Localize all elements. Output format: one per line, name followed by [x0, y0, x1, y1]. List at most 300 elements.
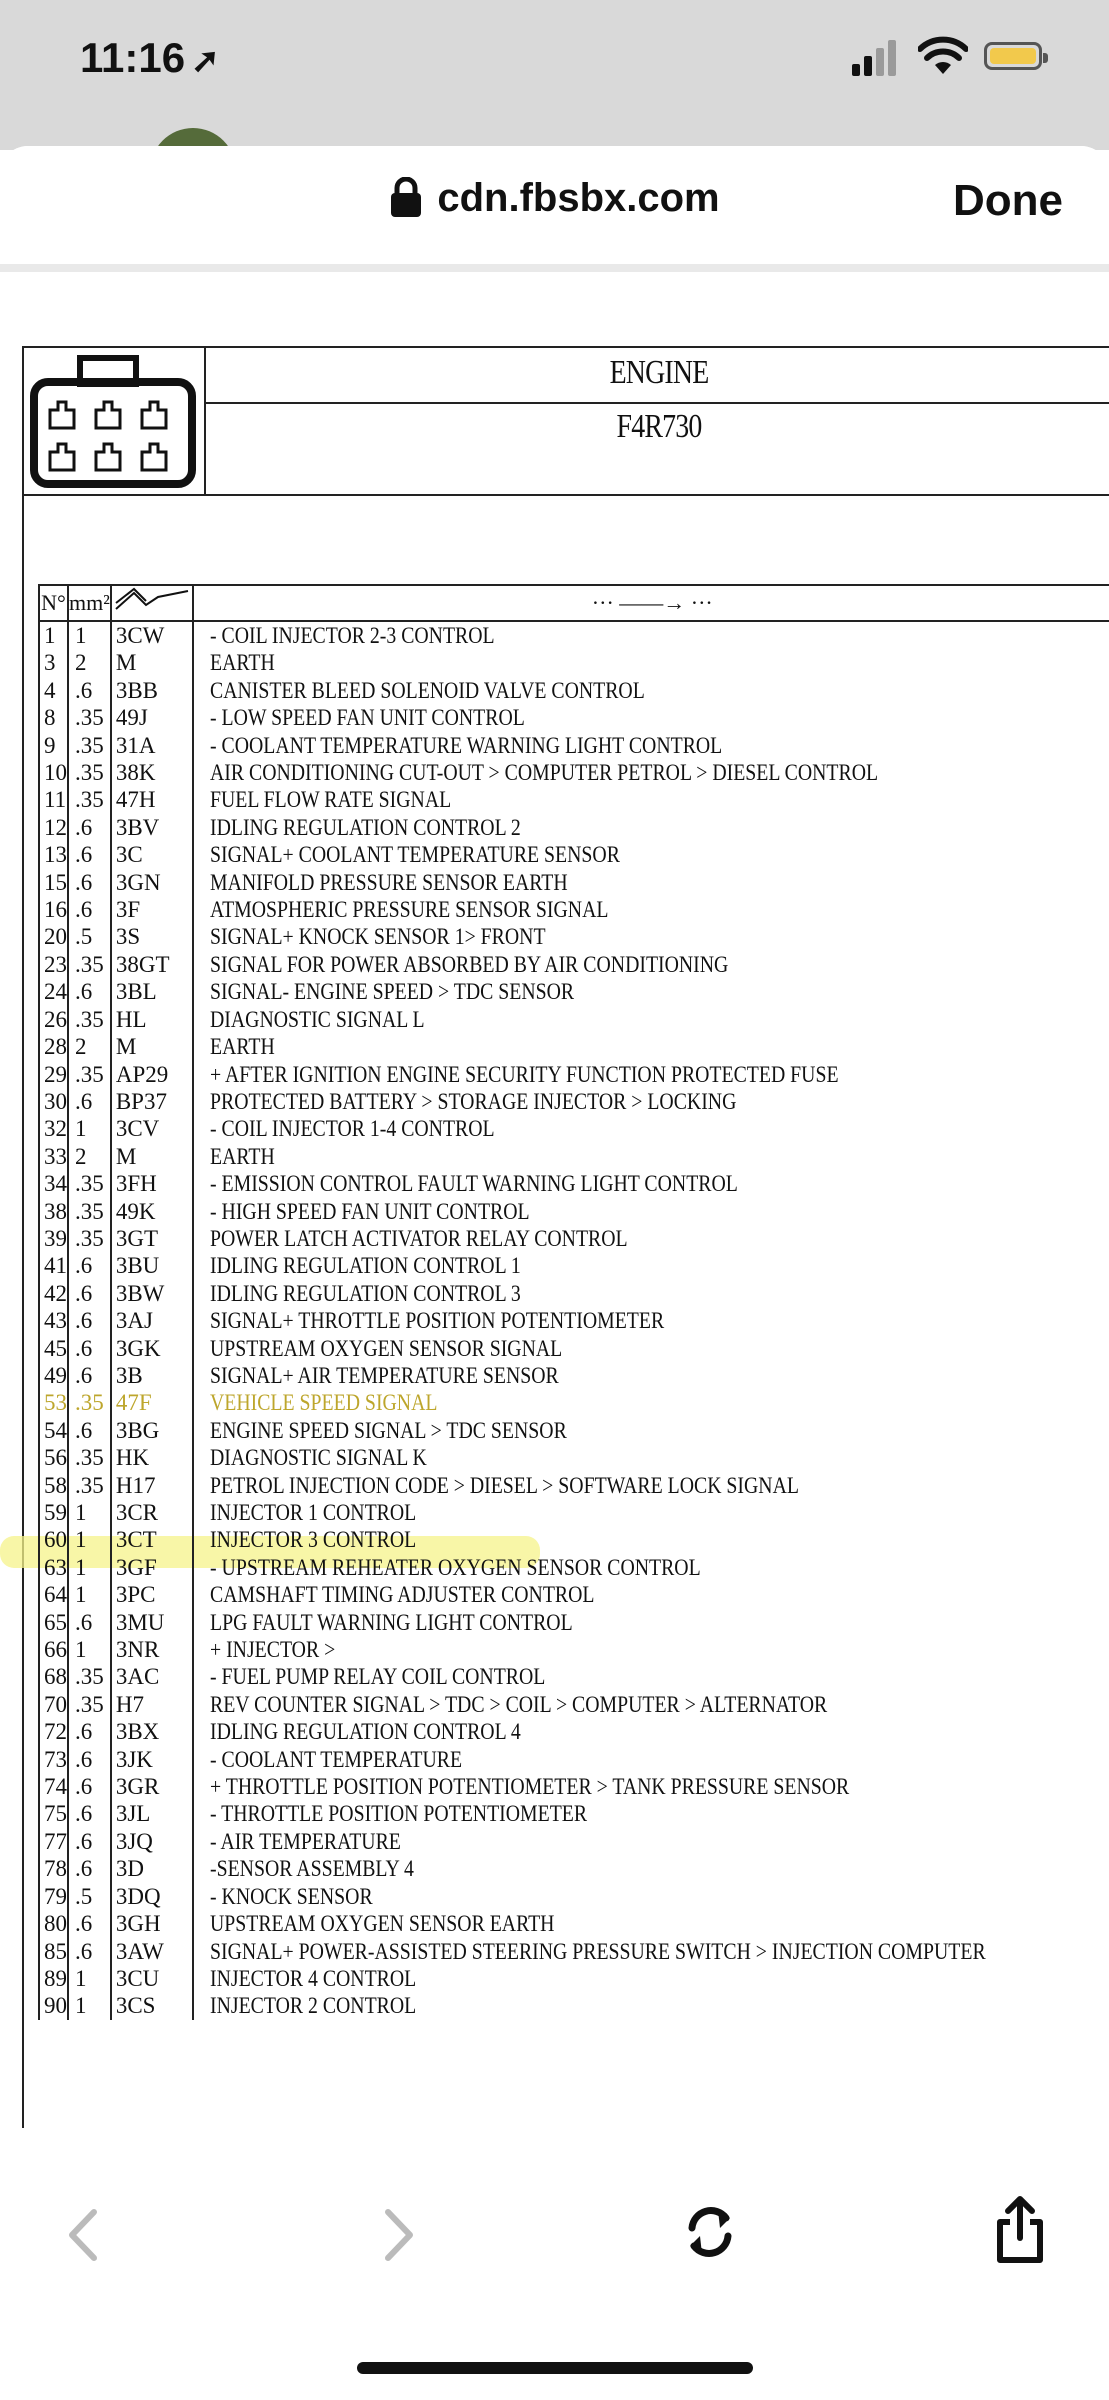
divider — [22, 494, 1109, 496]
wire-code — [111, 1965, 193, 1992]
wire-section — [68, 1472, 111, 1499]
wire-section — [68, 1389, 111, 1416]
wire-section-text: .6 — [75, 1801, 93, 1827]
wire-section-text: 1 — [75, 1554, 87, 1580]
wire-code-text: HK — [115, 1445, 150, 1471]
pin-description-text: SIGNAL+ AIR TEMPERATURE SENSOR — [209, 1362, 559, 1388]
pin-number-text: 33 — [44, 1143, 67, 1169]
pin-description-text: IDLING REGULATION CONTROL 2 — [209, 814, 521, 840]
wire-code-text: M — [115, 1143, 137, 1169]
pin-description — [193, 1691, 1109, 1718]
pin-description-text: - UPSTREAM REHEATER OXYGEN SENSOR CONTROL — [209, 1554, 701, 1580]
wire-section — [68, 732, 111, 759]
pin-description-text: PETROL INJECTION CODE > DIESEL > SOFTWARE LOCK SIGNAL — [209, 1472, 799, 1498]
pin-description — [193, 1417, 1109, 1444]
pin-number-text: 73 — [44, 1746, 67, 1772]
wire-section — [68, 1088, 111, 1115]
wire-section — [68, 621, 111, 649]
pin-number-text: 65 — [44, 1609, 67, 1635]
wire-code — [111, 1691, 193, 1718]
done-button[interactable]: Done — [953, 176, 1063, 225]
document-viewer[interactable] — [0, 272, 1109, 2132]
table-row — [39, 1006, 1109, 1033]
wire-code-text: 3BL — [115, 979, 157, 1005]
table-row — [39, 841, 1109, 868]
pin-description-text: INJECTOR 3 CONTROL — [209, 1527, 417, 1553]
url-text: cdn.fbsbx.com — [437, 176, 720, 220]
wire-code — [111, 1636, 193, 1663]
pin-number — [39, 1773, 68, 1800]
wire-code — [111, 1170, 193, 1197]
pin-number — [39, 1006, 68, 1033]
pin-description-text: - LOW SPEED FAN UNIT CONTROL — [209, 705, 525, 731]
wifi-icon — [918, 36, 968, 76]
pin-description — [193, 649, 1109, 676]
pin-number — [39, 1417, 68, 1444]
pin-description — [193, 923, 1109, 950]
battery-level — [990, 48, 1036, 64]
pin-number-text: 12 — [44, 814, 67, 840]
wire-section — [68, 1417, 111, 1444]
pin-description — [193, 978, 1109, 1005]
wire-section-text: .35 — [75, 787, 104, 813]
wire-section — [68, 814, 111, 841]
wire-code — [111, 1663, 193, 1690]
pin-description-text: INJECTOR 4 CONTROL — [209, 1965, 417, 1991]
wire-code — [111, 1828, 193, 1855]
pin-number — [39, 649, 68, 676]
pin-number-text: 43 — [44, 1308, 67, 1334]
table-row — [39, 759, 1109, 786]
pin-description-text: LPG FAULT WARNING LIGHT CONTROL — [209, 1609, 573, 1635]
browser-nav-bar — [0, 146, 1109, 272]
wire-code-text: 3GH — [115, 1911, 161, 1937]
pin-number-text: 32 — [44, 1116, 67, 1142]
wire-section-text: 2 — [75, 1034, 87, 1060]
table-row — [39, 814, 1109, 841]
document-title: ENGINE — [609, 354, 709, 391]
pin-number-text: 28 — [44, 1034, 67, 1060]
wire-code-text: 3AJ — [115, 1308, 153, 1334]
pin-description — [193, 1444, 1109, 1471]
table-row — [39, 923, 1109, 950]
pin-number — [39, 1746, 68, 1773]
pin-number-text: 74 — [44, 1774, 67, 1800]
pin-number — [39, 1362, 68, 1389]
pin-number-text: 72 — [44, 1719, 67, 1745]
pin-description-text: DIAGNOSTIC SIGNAL L — [209, 1006, 425, 1032]
pin-description — [193, 1773, 1109, 1800]
table-header — [39, 585, 1109, 621]
pin-description — [193, 1198, 1109, 1225]
pin-number-text: 10 — [44, 760, 67, 786]
wire-code — [111, 1198, 193, 1225]
wire-section — [68, 1307, 111, 1334]
table-row — [39, 951, 1109, 978]
table-row — [39, 1033, 1109, 1060]
wire-section — [68, 1225, 111, 1252]
pin-description-text: VEHICLE SPEED SIGNAL — [209, 1390, 438, 1416]
wire-code-text: 3CW — [115, 623, 165, 648]
pin-description-text: - FUEL PUMP RELAY COIL CONTROL — [209, 1664, 546, 1690]
wire-code — [111, 923, 193, 950]
pin-description-text: EARTH — [209, 1034, 275, 1060]
table-row — [39, 978, 1109, 1005]
browser-toolbar — [0, 2168, 1109, 2318]
wire-section-text: .6 — [75, 677, 93, 703]
reload-icon[interactable] — [680, 2202, 740, 2262]
wire-code — [111, 1389, 193, 1416]
table-row — [39, 1444, 1109, 1471]
header-section: mm² — [68, 585, 111, 621]
share-icon[interactable] — [992, 2194, 1048, 2264]
wire-section — [68, 1252, 111, 1279]
wire-section-text: .5 — [75, 1883, 93, 1909]
pin-number-text: 41 — [44, 1253, 67, 1279]
wire-code-text: AP29 — [115, 1061, 169, 1087]
wire-code — [111, 814, 193, 841]
wire-code — [111, 978, 193, 1005]
wire-section-text: 1 — [75, 1637, 87, 1663]
pin-number — [39, 786, 68, 813]
pin-description-text: INJECTOR 2 CONTROL — [209, 1993, 417, 2019]
table-row — [39, 1307, 1109, 1334]
table-row — [39, 1718, 1109, 1745]
wire-code — [111, 1115, 193, 1142]
home-indicator[interactable] — [357, 2362, 753, 2374]
pin-description-text: REV COUNTER SIGNAL > TDC > COIL > COMPUTER > ALTERNATOR — [209, 1691, 828, 1717]
table-row — [39, 1609, 1109, 1636]
wire-code — [111, 1746, 193, 1773]
wire-code — [111, 621, 193, 649]
pin-description-text: - EMISSION CONTROL FAULT WARNING LIGHT CONTROL — [209, 1171, 738, 1197]
wire-code-text: 3BX — [115, 1719, 160, 1745]
pin-number-text: 26 — [44, 1006, 67, 1032]
pin-number — [39, 1280, 68, 1307]
wire-code-text: 3PC — [115, 1582, 156, 1608]
table-row — [39, 786, 1109, 813]
wire-code-text: 3FH — [115, 1171, 157, 1197]
url-bar[interactable] — [0, 176, 1109, 221]
table-row — [39, 1883, 1109, 1910]
wire-section-text: .5 — [75, 924, 93, 950]
wire-section — [68, 786, 111, 813]
pin-number — [39, 1636, 68, 1663]
pin-description-text: SIGNAL+ THROTTLE POSITION POTENTIOMETER — [209, 1308, 664, 1334]
lock-icon — [389, 177, 423, 217]
wire-section — [68, 1280, 111, 1307]
wire-section — [68, 1691, 111, 1718]
pin-number — [39, 814, 68, 841]
document-subtitle: F4R730 — [616, 408, 702, 445]
table-row — [39, 1526, 1109, 1553]
pin-description — [193, 1554, 1109, 1581]
chevron-left-icon[interactable] — [66, 2208, 100, 2262]
pin-number-text: 42 — [44, 1280, 67, 1306]
table-row — [39, 1992, 1109, 2019]
wire-section-text: .35 — [75, 1225, 104, 1251]
wire-section-text: .35 — [75, 1691, 104, 1717]
pin-description-text: ENGINE SPEED SIGNAL > TDC SENSOR — [209, 1417, 567, 1443]
wire-code-text: 3C — [115, 842, 143, 868]
wire-code-text: 3CV — [115, 1116, 160, 1142]
wire-code-text: 3DQ — [115, 1883, 161, 1909]
table-row — [39, 1280, 1109, 1307]
pin-description-text: DIAGNOSTIC SIGNAL K — [209, 1445, 427, 1471]
table-row — [39, 1855, 1109, 1882]
pin-description — [193, 1883, 1109, 1910]
wire-code-text: 3JK — [115, 1746, 153, 1772]
wire-code-text: 38K — [115, 760, 156, 786]
wire-section-text: .6 — [75, 1362, 93, 1388]
pin-description-text: ATMOSPHERIC PRESSURE SENSOR SIGNAL — [209, 897, 609, 923]
table-row — [39, 1800, 1109, 1827]
pin-table — [38, 584, 1109, 2020]
pin-number-text: 11 — [44, 787, 67, 813]
pin-number-text: 64 — [44, 1582, 67, 1608]
table-row — [39, 1554, 1109, 1581]
wire-code — [111, 1609, 193, 1636]
wire-section-text: .35 — [75, 1198, 104, 1224]
wire-section-text: .6 — [75, 979, 93, 1005]
pin-number — [39, 1088, 68, 1115]
wire-code — [111, 1581, 193, 1608]
table-row — [39, 1828, 1109, 1855]
wire-section — [68, 1581, 111, 1608]
pin-number-text: 89 — [44, 1965, 67, 1991]
wire-code-text: 38GT — [115, 951, 170, 977]
pin-description-text: EARTH — [209, 1143, 275, 1169]
pin-description — [193, 1965, 1109, 1992]
pin-description — [193, 1280, 1109, 1307]
pin-number — [39, 704, 68, 731]
wire-code-text: 3D — [115, 1856, 144, 1882]
pin-description — [193, 677, 1109, 704]
wire-section-text: .6 — [75, 1938, 93, 1964]
pin-description-text: SIGNAL+ KNOCK SENSOR 1> FRONT — [209, 924, 546, 950]
table-row — [39, 1061, 1109, 1088]
wire-code-text: 3MU — [115, 1609, 165, 1635]
pin-number-text: 70 — [44, 1691, 67, 1717]
table-row — [39, 1691, 1109, 1718]
pin-number — [39, 732, 68, 759]
wire-section-text: .35 — [75, 1061, 104, 1087]
pin-number — [39, 1472, 68, 1499]
wire-section — [68, 1663, 111, 1690]
wire-code — [111, 1554, 193, 1581]
pin-description-text: - COOLANT TEMPERATURE WARNING LIGHT CONTROL — [209, 732, 723, 758]
wire-code-text: 3AC — [115, 1664, 160, 1690]
wire-code — [111, 1061, 193, 1088]
table-row — [39, 649, 1109, 676]
pin-number — [39, 1307, 68, 1334]
wire-section — [68, 1554, 111, 1581]
pin-description-text: POWER LATCH ACTIVATOR RELAY CONTROL — [209, 1225, 628, 1251]
pin-description-text: - COIL INJECTOR 1-4 CONTROL — [209, 1116, 495, 1142]
pin-number-text: 78 — [44, 1856, 67, 1882]
pin-description — [193, 1225, 1109, 1252]
pin-number — [39, 1965, 68, 1992]
wire-code — [111, 1006, 193, 1033]
pin-number-text: 15 — [44, 869, 67, 895]
wire-code — [111, 649, 193, 676]
wire-section — [68, 896, 111, 923]
wire-section-text: .35 — [75, 760, 104, 786]
table-row — [39, 1773, 1109, 1800]
wire-section — [68, 1335, 111, 1362]
wire-section-text: .6 — [75, 1609, 93, 1635]
pin-number-text: 30 — [44, 1088, 67, 1114]
table-row — [39, 1910, 1109, 1937]
wire-section-text: 1 — [75, 623, 87, 648]
pin-number-text: 34 — [44, 1171, 67, 1197]
pin-number — [39, 1143, 68, 1170]
wire-section-text: .6 — [75, 1280, 93, 1306]
wire-code — [111, 1472, 193, 1499]
wire-section — [68, 1883, 111, 1910]
wire-section — [68, 978, 111, 1005]
wire-section — [68, 1800, 111, 1827]
wire-code-text: 3GF — [115, 1554, 157, 1580]
table-row — [39, 1252, 1109, 1279]
pin-number — [39, 978, 68, 1005]
wire-code — [111, 1335, 193, 1362]
table-row — [39, 1198, 1109, 1225]
wire-code — [111, 786, 193, 813]
pin-description — [193, 1472, 1109, 1499]
pin-number — [39, 759, 68, 786]
wire-section-text: .6 — [75, 1746, 93, 1772]
wire-code-text: 3S — [115, 924, 141, 950]
table-row — [39, 621, 1109, 649]
wire-section — [68, 677, 111, 704]
pin-description-text: UPSTREAM OXYGEN SENSOR EARTH — [209, 1911, 555, 1937]
table-row — [39, 1389, 1109, 1416]
table-row — [39, 1225, 1109, 1252]
wire-section — [68, 1499, 111, 1526]
pin-description-text: - AIR TEMPERATURE — [209, 1828, 401, 1854]
pin-description-text: CANISTER BLEED SOLENOID VALVE CONTROL — [209, 677, 645, 703]
wire-code — [111, 1252, 193, 1279]
wire-code — [111, 1280, 193, 1307]
pin-number — [39, 1855, 68, 1882]
pin-number — [39, 1061, 68, 1088]
pin-description — [193, 1006, 1109, 1033]
pin-description — [193, 1362, 1109, 1389]
wire-section — [68, 923, 111, 950]
wire-section-text: 1 — [75, 1527, 87, 1553]
wire-section — [68, 1773, 111, 1800]
wire-code-text: 3B — [115, 1362, 143, 1388]
table-row — [39, 1143, 1109, 1170]
wire-code-text: 3GN — [115, 869, 161, 895]
wire-code-text: 49J — [115, 705, 148, 731]
wire-section-text: .6 — [75, 842, 93, 868]
pin-description — [193, 1718, 1109, 1745]
wire-code — [111, 841, 193, 868]
wire-section — [68, 1444, 111, 1471]
wire-section — [68, 1143, 111, 1170]
pin-description-text: - COOLANT TEMPERATURE — [209, 1746, 462, 1772]
wire-code — [111, 1883, 193, 1910]
table-row — [39, 1965, 1109, 1992]
pin-description-text: + THROTTLE POSITION POTENTIOMETER > TANK PRESSURE SENSOR — [209, 1774, 850, 1800]
wire-code — [111, 677, 193, 704]
pin-description-text: SIGNAL FOR POWER ABSORBED BY AIR CONDITIONING — [209, 951, 729, 977]
wire-code-text: 3F — [115, 897, 141, 923]
pin-description — [193, 841, 1109, 868]
wire-code — [111, 1992, 193, 2019]
wire-section-text: .35 — [75, 705, 104, 731]
pin-number-text: 24 — [44, 979, 67, 1005]
wire-section — [68, 704, 111, 731]
table-row — [39, 677, 1109, 704]
status-bar — [0, 0, 1109, 150]
wire-code-text: 3BV — [115, 814, 160, 840]
pin-description — [193, 786, 1109, 813]
title-row — [204, 346, 1109, 404]
wire-section-text: .35 — [75, 1006, 104, 1032]
wire-code — [111, 869, 193, 896]
wire-section-text: .35 — [75, 1171, 104, 1197]
pin-number — [39, 1115, 68, 1142]
pin-description-text: SIGNAL+ POWER-ASSISTED STEERING PRESSURE SWITCH > INJECTION COMPUTER — [209, 1938, 986, 1964]
wire-code-text: 3BW — [115, 1280, 165, 1306]
wire-code-text: 3BB — [115, 677, 159, 703]
pin-description — [193, 1800, 1109, 1827]
wire-section-text: 1 — [75, 1993, 87, 2019]
wire-section-text: 1 — [75, 1500, 87, 1525]
wire-section — [68, 1938, 111, 1965]
pin-number — [39, 1252, 68, 1279]
pin-description-text: -SENSOR ASSEMBLY 4 — [209, 1856, 414, 1882]
pin-number — [39, 869, 68, 896]
time-text: 11:16 — [80, 34, 186, 81]
pin-number — [39, 1910, 68, 1937]
wire-section — [68, 1718, 111, 1745]
pin-description — [193, 896, 1109, 923]
wire-section-text: .6 — [75, 1774, 93, 1800]
wire-code-text: 3GR — [115, 1774, 160, 1800]
pin-number — [39, 1225, 68, 1252]
wire-code-text: 3NR — [115, 1637, 160, 1663]
table-row — [39, 1746, 1109, 1773]
pin-description-text: UPSTREAM OXYGEN SENSOR SIGNAL — [209, 1335, 563, 1361]
pin-number-text: 13 — [44, 842, 67, 868]
wire-code-text: 3CS — [115, 1993, 156, 2019]
pin-number — [39, 923, 68, 950]
wire-section — [68, 1198, 111, 1225]
pin-description-text: - COIL INJECTOR 2-3 CONTROL — [209, 623, 495, 648]
wire-section-text: .6 — [75, 1088, 93, 1114]
pin-description — [193, 1389, 1109, 1416]
wire-code — [111, 1033, 193, 1060]
location-arrow-icon: ➚ — [191, 42, 220, 80]
wire-code — [111, 1225, 193, 1252]
header-description: ··· ——→ ··· — [193, 585, 1109, 621]
wire-code-text: 3BU — [115, 1253, 160, 1279]
pin-number-text: 23 — [44, 951, 67, 977]
wire-section-text: .6 — [75, 1308, 93, 1334]
table-row — [39, 1472, 1109, 1499]
pin-description — [193, 1828, 1109, 1855]
chevron-right-icon[interactable] — [382, 2208, 416, 2262]
cellular-signal-icon — [852, 40, 898, 76]
wire-section-text: .6 — [75, 1911, 93, 1937]
wire-code — [111, 951, 193, 978]
wire-code-text: 3GK — [115, 1335, 161, 1361]
wire-section-text: .6 — [75, 814, 93, 840]
